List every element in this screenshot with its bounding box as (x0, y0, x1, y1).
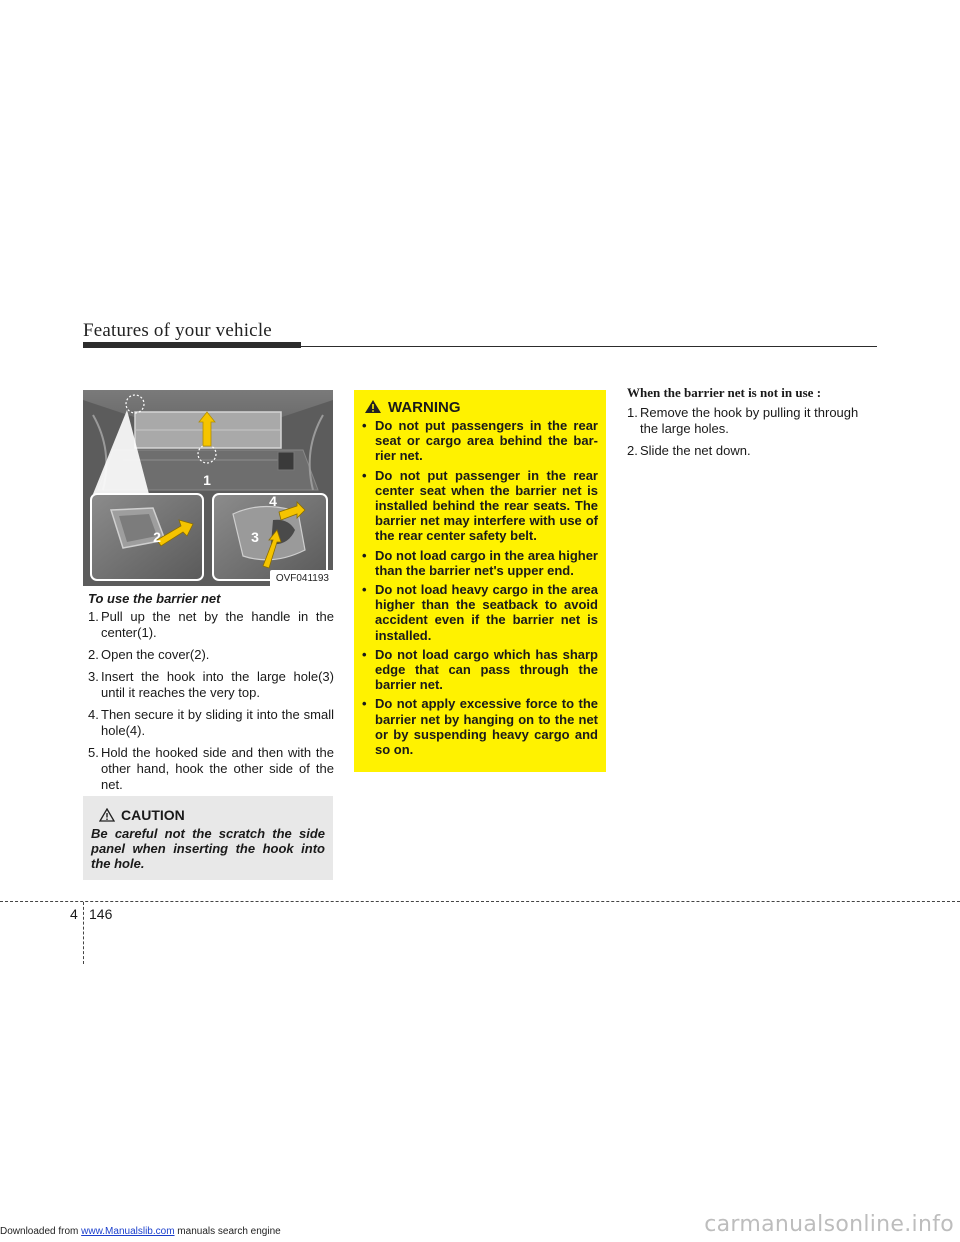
caution-header (99, 807, 185, 825)
caution-box (83, 796, 333, 880)
step-item: 2. Slide the net down. (627, 443, 751, 458)
step-item: 1. Pull up the net by the handle in the center(1). (88, 609, 334, 640)
caution-text: Be careful not the scratch the side panel when inserting the hook into the hole. (91, 826, 325, 871)
warning-item: • Do not apply excessive force to the barrier net by hanging on to the net or by suspending heavy cargo and so on. (362, 696, 598, 758)
warning-item: • Do not load cargo which has sharp edge that can pass through the barrier net. (362, 646, 598, 693)
footer-dashed-divider (83, 902, 84, 964)
callout-4: 4 (269, 493, 277, 509)
step-item: 1. Remove the hook by pulling it through the large holes. (627, 405, 859, 436)
caution-title: CAUTION (121, 807, 185, 823)
warning-box (354, 390, 606, 772)
download-prefix: Downloaded from (0, 1226, 82, 1237)
header-bar (83, 342, 301, 348)
barrier-net-illustration (83, 390, 333, 586)
figure-code: OVF041193 (270, 570, 333, 586)
warning-item: • Do not put passengers in the rear seat or cargo area behind the bar-rier net. (362, 418, 598, 464)
download-note (0, 1226, 281, 1237)
footer-dashed-rule (0, 901, 960, 902)
download-suffix: manuals search engine (174, 1226, 281, 1237)
cargo-area-drawing (83, 390, 333, 586)
warning-list (362, 418, 598, 761)
step-item: 4. Then secure it by sliding it into the small hole(4). (88, 707, 334, 738)
step-item: 2. Open the cover(2). (88, 647, 210, 662)
caution-triangle-icon (99, 808, 115, 825)
header-rule (301, 346, 877, 347)
warning-item: • Do not load cargo in the area higher than the barrier net's upper end. (362, 547, 598, 578)
not-in-use-steps (627, 405, 879, 465)
chapter-number: 4 (70, 906, 78, 922)
warning-item: • Do not put passenger in the rear center seat when the barrier net is installed behind the rear seats. The barrier net may interfere with use of the rear center safety belt. (362, 467, 598, 544)
step-item: 5. Hold the hooked side and then with the other hand, hook the other side of the net. (88, 745, 334, 792)
warning-triangle-icon (364, 399, 382, 418)
callout-1: 1 (203, 472, 211, 488)
usage-steps (88, 609, 334, 799)
page-number: 146 (89, 906, 113, 922)
page-header-title: Features of your vehicle (83, 320, 272, 341)
callout-3: 3 (251, 529, 259, 545)
warning-header (364, 399, 461, 418)
section-title: To use the barrier net (88, 591, 221, 606)
step-item: 3. Insert the hook into the large hole(3) until it reaches the very top. (88, 669, 334, 700)
warning-item: • Do not load heavy cargo in the area higher than the seatback to avoid accident even if the barrier net is installed. (362, 582, 598, 643)
not-in-use-title: When the barrier net is not in use : (627, 385, 822, 400)
watermark: carmanualsonline.info (704, 1212, 954, 1237)
manualslib-link[interactable]: www.Manualslib.com (81, 1226, 175, 1237)
warning-title: WARNING (388, 399, 461, 416)
callout-2: 2 (153, 529, 161, 545)
